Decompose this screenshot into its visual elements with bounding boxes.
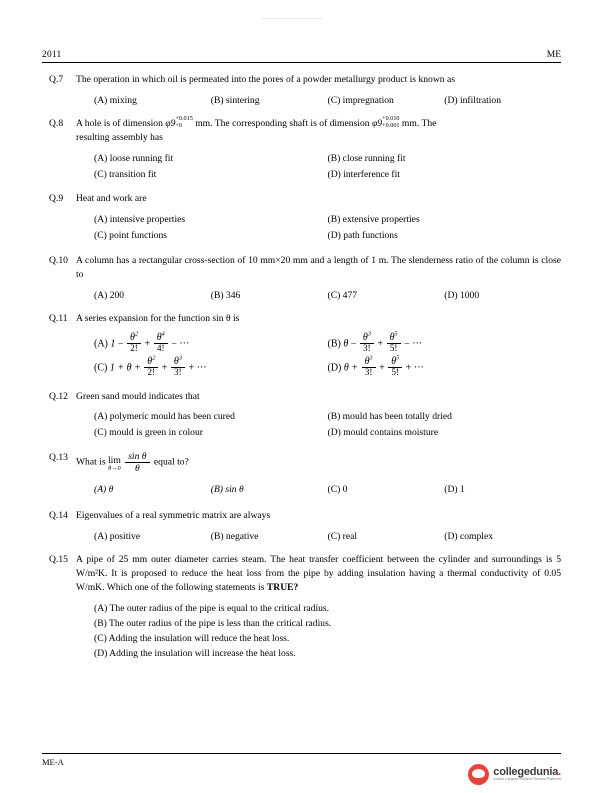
logo-tagline: India's Largest Student Review Platform <box>493 777 561 782</box>
footer-rule <box>42 753 561 754</box>
question-body <box>76 73 561 108</box>
question-stem: Green sand mould indicates that <box>76 390 200 402</box>
option-d[interactable]: (D) path functions <box>327 230 398 242</box>
option-b[interactable]: (B) The outer radius of the pipe is less than the critical radius. <box>94 617 332 629</box>
option-a[interactable]: (A) 1 − $\frac{\theta^2}{2!}$ + $\frac{\theta^4}{4!}$ − ··· <box>94 330 190 353</box>
option-c[interactable]: (C) 0 <box>327 484 348 496</box>
stem-part-3: mm. The <box>401 117 437 129</box>
question-body <box>76 254 561 303</box>
question-item <box>42 509 561 544</box>
question-body <box>76 312 561 381</box>
header-subject: ME <box>546 50 561 60</box>
option-a[interactable]: (A) polymeric mould has been cured <box>94 411 235 423</box>
shaft-lower-tol: +0.001 <box>382 121 400 129</box>
stem-suffix: equal to? <box>153 457 189 469</box>
question-stem: The operation in which oil is permeated into the pores of a powder metallurgy product is known as <box>76 74 455 85</box>
hole-symbol: φ9 <box>165 117 176 129</box>
question-stem <box>76 553 561 595</box>
question-number: Q.8 <box>49 117 64 129</box>
question-stem: A column has a rectangular cross-section of 10 mm×20 mm and a length of 1 m. The slenderness ratio of the column is close to <box>76 255 561 281</box>
option-b-label: (B) <box>327 338 341 350</box>
question-stem: Heat and work are <box>76 193 147 205</box>
option-b[interactable]: (B) θ − $\frac{\theta^3}{3!}$ + $\frac{\theta^5}{5!}$ − ··· <box>327 330 423 353</box>
option-row <box>76 530 561 544</box>
option-b[interactable]: (B) mould has been totally dried <box>327 411 452 423</box>
option-d-label: (D) <box>327 361 342 373</box>
option-c[interactable]: (C) transition fit <box>94 168 157 180</box>
option-c[interactable]: (C) 1 + θ + $\frac{\theta^2}{2!}$ + $\frac{\theta^3}{3!}$ + ··· <box>94 354 207 377</box>
question-stem <box>76 117 561 145</box>
question-number: Q.12 <box>49 390 68 402</box>
option-c[interactable]: (C) point functions <box>94 230 168 242</box>
shaft-upper-tol: +0.010 <box>382 115 400 123</box>
option-row <box>76 289 561 303</box>
stem-part-4: resulting assembly has <box>76 131 163 143</box>
option-b[interactable]: (B) extensive properties <box>327 214 420 226</box>
question-item <box>42 553 561 661</box>
option-d[interactable]: (D) infiltration <box>444 94 501 106</box>
question-number: Q.7 <box>49 74 64 85</box>
limit-label: lim <box>107 454 121 466</box>
option-c[interactable]: (C) 477 <box>327 289 358 301</box>
question-number: Q.14 <box>49 510 68 522</box>
stem-emphasis: TRUE? <box>266 581 299 593</box>
shaft-tolerance <box>382 116 399 129</box>
question-body <box>76 117 561 184</box>
question-item <box>42 451 561 497</box>
question-item <box>42 312 561 381</box>
logo-brand-word: collegedunia <box>493 765 559 778</box>
scan-artifact <box>262 18 322 19</box>
option-b[interactable]: (B) sin θ <box>210 484 244 496</box>
option-c[interactable]: (C) impregnation <box>327 94 394 106</box>
question-number: Q.9 <box>49 193 64 205</box>
page-header <box>42 0 561 62</box>
question-body <box>76 192 561 245</box>
collegedunia-logo-icon <box>468 764 489 785</box>
option-grid <box>76 213 561 245</box>
hole-upper-tol: +0.015 <box>175 115 193 123</box>
hole-tolerance <box>175 116 192 129</box>
option-d[interactable]: (D) θ + $\frac{\theta^3}{3!}$ + $\frac{\theta^5}{5!}$ + ··· <box>327 354 424 377</box>
shaft-symbol: φ9 <box>371 117 383 129</box>
option-b[interactable]: (B) 346 <box>210 289 241 301</box>
question-stem: A series expansion for the function sin θ is <box>76 312 240 324</box>
header-year: 2011 <box>42 50 62 60</box>
question-item <box>42 192 561 245</box>
question-item <box>42 390 561 443</box>
stem-part-1: A hole is of dimension <box>76 117 163 129</box>
option-a[interactable]: (A) intensive properties <box>94 214 186 226</box>
option-c[interactable]: (C) real <box>327 531 358 543</box>
paper-code: ME-A <box>42 757 64 767</box>
option-d[interactable]: (D) Adding the insulation will increase the heat loss. <box>94 647 296 659</box>
option-a[interactable]: (A) θ <box>94 484 114 496</box>
option-a[interactable]: (A) 200 <box>94 289 125 301</box>
stem-prefix: What is <box>76 457 106 469</box>
limit-approach: θ→0 <box>108 464 121 472</box>
question-stem: Eigenvalues of a real symmetric matrix are always <box>76 510 271 522</box>
option-a[interactable]: (A) mixing <box>94 94 137 106</box>
option-d[interactable]: (D) complex <box>444 531 494 543</box>
limit-fraction <box>125 451 149 474</box>
option-d[interactable]: (D) 1 <box>444 484 465 496</box>
option-b[interactable]: (B) sintering <box>210 94 260 106</box>
stem-text: A pipe of 25 mm outer diameter carries steam. The heat transfer coefficient between the cylinder and surroundings is 5 W/m²K. It is proposed to reduce the heat loss from the pipe by adding insulation having a thermal conductivity of 0.05 W/mK. Which one of the following statements is <box>76 554 561 593</box>
option-d[interactable]: (D) 1000 <box>444 289 480 301</box>
option-grid-math <box>76 330 561 381</box>
question-body <box>76 390 561 443</box>
option-c[interactable]: (C) Adding the insulation will reduce the heat loss. <box>94 632 290 644</box>
question-list <box>42 63 561 661</box>
option-row <box>76 94 561 108</box>
fraction-numerator: sin θ <box>125 451 149 463</box>
collegedunia-watermark <box>468 764 561 785</box>
question-item <box>42 117 561 184</box>
question-stem <box>76 451 561 474</box>
limit-operator <box>108 456 121 472</box>
fraction-denominator: θ <box>134 463 140 475</box>
question-number: Q.13 <box>49 452 68 464</box>
option-stack <box>76 602 561 661</box>
option-c[interactable]: (C) mould is green in colour <box>94 427 203 439</box>
option-d[interactable]: (D) mould contains moisture <box>327 427 439 439</box>
stem-part-2: mm. The corresponding shaft is of dimension <box>195 117 370 129</box>
question-item <box>42 254 561 303</box>
option-b[interactable]: (B) close running fit <box>327 152 406 164</box>
question-number: Q.15 <box>49 554 68 566</box>
option-b[interactable]: (B) negative <box>210 531 259 543</box>
question-number: Q.11 <box>49 312 68 324</box>
option-a[interactable]: (A) positive <box>94 531 141 543</box>
option-a[interactable]: (A) loose running fit <box>94 152 174 164</box>
option-a-label: (A) <box>94 338 108 350</box>
option-c-label: (C) <box>94 361 108 373</box>
option-a[interactable]: (A) The outer radius of the pipe is equal to the critical radius. <box>94 602 330 614</box>
question-number: Q.10 <box>49 255 68 267</box>
option-grid <box>76 410 561 442</box>
question-body <box>76 553 561 661</box>
option-row <box>76 483 561 497</box>
question-body <box>76 509 561 544</box>
option-grid <box>76 152 561 184</box>
question-item <box>42 73 561 108</box>
question-body <box>76 451 561 497</box>
collegedunia-logo-text <box>493 767 561 782</box>
option-d[interactable]: (D) interference fit <box>327 168 400 180</box>
hole-lower-tol: +0 <box>175 121 182 129</box>
logo-brand-dot: . <box>558 765 561 778</box>
